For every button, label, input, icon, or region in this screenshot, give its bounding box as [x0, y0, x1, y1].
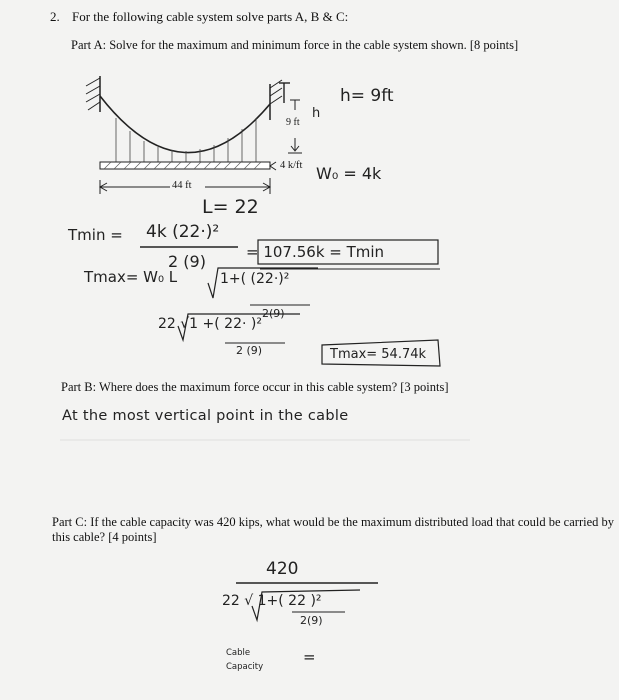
h-symbol: h: [312, 106, 321, 121]
part-c-numerator: 420: [266, 559, 299, 579]
tmin-numerator: 4k (22·)²: [146, 222, 220, 242]
part-c-denominator-sub: 2(9): [300, 614, 323, 627]
part-b-question: Part B: Where does the maximum force occur in this cable system? [3 points]: [61, 380, 449, 394]
tmin-denominator: 2 (9): [168, 252, 206, 271]
part-c-question-line-2: this cable? [4 points]: [52, 530, 157, 544]
tmax-sqrt-term: 1+( (22·)²: [220, 271, 290, 287]
part-c-question-line-1: Part C: If the cable capacity was 420 kips, what would be the maximum distributed load that could be carried by: [52, 515, 614, 529]
tension-arrow-icon: [279, 83, 290, 103]
load-label: 4 k/ft: [280, 160, 303, 171]
length-note: L= 22: [202, 196, 259, 218]
left-support: [86, 76, 100, 112]
right-support: [270, 80, 282, 120]
sag-label: 9 ft: [286, 117, 300, 128]
cable-curve: [100, 96, 270, 153]
tmax-line-2-denominator: 2 (9): [236, 344, 263, 357]
load-arrow-icon: [270, 162, 276, 170]
tmin-result: = 107.56k = Tmin: [246, 243, 385, 261]
cable-hangers: [116, 118, 256, 162]
span-label: 44 ft: [172, 180, 192, 191]
tmin-label: Tmin =: [68, 226, 123, 244]
tmax-label: Tmax= W₀ L: [84, 268, 178, 286]
capacity-label: Capacity: [226, 662, 264, 672]
tmax-result: Tmax= 54.74k: [330, 347, 427, 362]
part-c-denominator: 22 √ 1+( 22 )²: [222, 593, 322, 609]
problem-number: 2.: [50, 9, 60, 24]
tmax-line-2: 22 √1 +( 22· )²: [158, 316, 262, 332]
part-c-equals: =: [303, 648, 316, 666]
part-a-question: Part A: Solve for the maximum and minimum force in the cable system shown. [8 points]: [71, 38, 519, 52]
problem-intro: For the following cable system solve parts A, B & C:: [72, 9, 349, 24]
h-note: h= 9ft: [340, 86, 394, 106]
tmax-sqrt-denominator: 2(9): [262, 307, 285, 320]
w0-note: W₀ = 4k: [316, 164, 382, 183]
part-b-answer: At the most vertical point in the cable: [62, 408, 349, 424]
cable-label: Cable: [226, 648, 251, 658]
